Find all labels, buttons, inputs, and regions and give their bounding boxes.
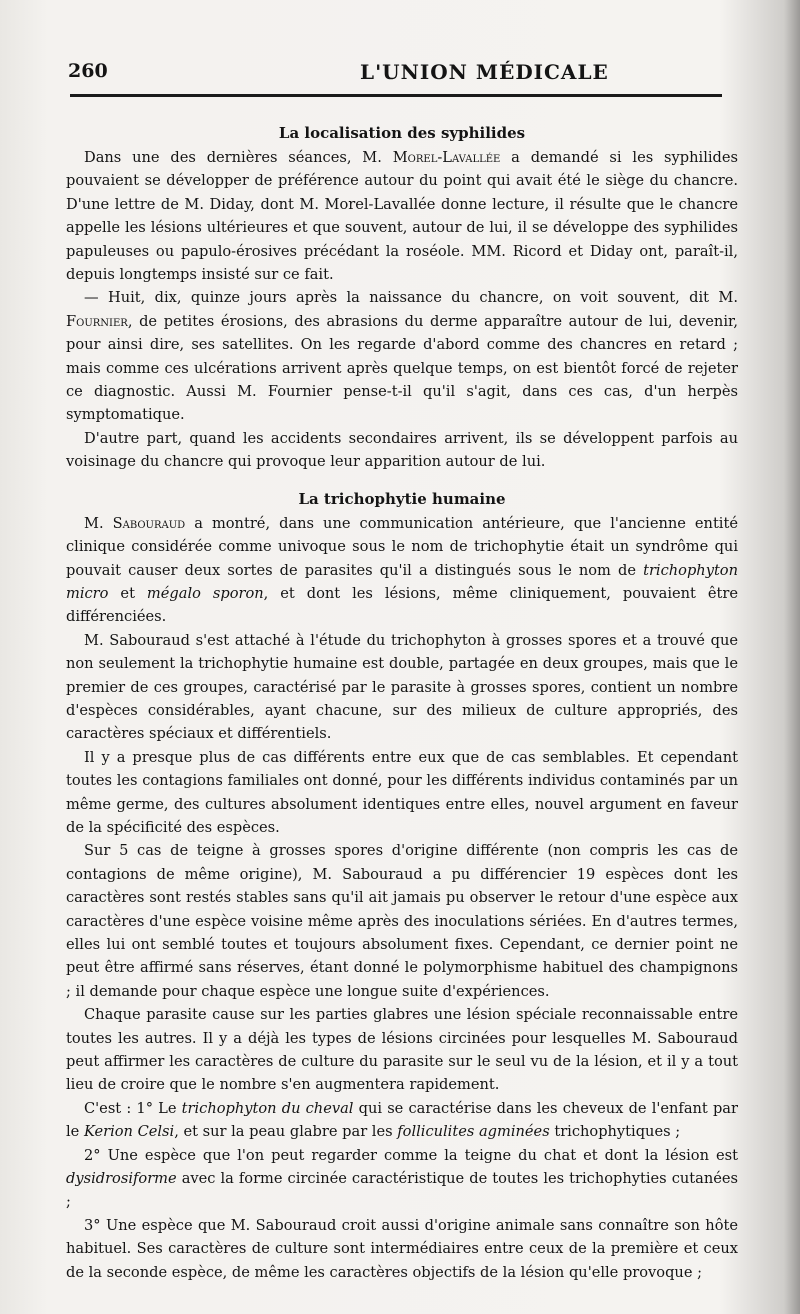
page-header (62, 58, 764, 88)
paragraph: Dans une des dernières séances, M. Morel-Lavallée a demandé si les syphilides pouvaient se développer de préférence autour du point qui avait été le siège du chancre. D'une lettre de M. Diday, dont M. Morel-Lavallée donne lecture, il résulte que le chancre appelle les lésions ultérieures et que souvent, autour de lui, il se développe des syphilides papuleuses ou papulo-érosives précédant la roséole. MM. Ricord et Diday ont, paraît-il, depuis longtemps insisté sur ce fait. (66, 149, 739, 284)
page-number: 260 (68, 60, 108, 82)
paragraph: C'est : 1° Le trichophyton du cheval qui se caractérise dans les cheveux de l'enfant par le Kerion Celsi, et sur la peau glabre par les folliculites agminées trichophytiques ; (66, 1099, 738, 1141)
paragraph: M. Sabouraud a montré, dans une communication antérieure, que l'ancienne entité clinique considérée comme univoque sous le nom de trichophytie était un syndrôme qui pouvait causer deux sortes de parasites qu'il a distingués sous le nom de trichophyton micro et mégalo sporon, et dont les lésions, même cliniquement, pouvaient être différenciées. (66, 514, 739, 626)
paragraph: — Huit, dix, quinze jours après la naissance du chancre, on voit souvent, dit M. Fournier, de petites érosions, des abrasions du derme apparaître autour de lui, devenir, pour ainsi dire, ses satellites. On les regarde d'abord comme des chancres en retard ; mais comme ces ulcérations arrivent après quelque temps, on est bientôt forcé de rejeter ce diagnostic. Aussi M. Fournier pense-t-il qu'il s'agit, dans ces cas, d'un herpès symptomatique. (66, 289, 738, 424)
article-body (66, 120, 738, 1284)
paragraph: Chaque parasite cause sur les parties glabres une lésion spéciale reconnaissable entre toutes les autres. Il y a déjà les types de lésions circinées pour lesquelles M. Sabouraud peut affirmer les caractères de culture du parasite sur le seul vu de la lésion, et il y a tout lieu de croire que le nombre s'en augmentera rapidement. (66, 1006, 738, 1094)
paragraph: M. Sabouraud s'est attaché à l'étude du trichophyton à grosses spores et a trouvé que non seulement la trichophytie humaine est double, partagée en deux groupes, mais que le premier de ces groupes, caractérisé par le parasite à grosses spores, contient un nombre d'espèces considérables, ayant chacune, sur des milieux de culture appropriés, des caractères spéciaux et différentiels. (66, 631, 738, 743)
section-title-syphilides: La localisation des syphilides (278, 124, 526, 142)
section-title-trichophytie: La trichophytie humaine (298, 489, 506, 508)
paragraph: Sur 5 cas de teigne à grosses spores d'origine différente (non compris les cas de contagions de même origine), M. Sabouraud a pu différencier 19 espèces dont les caractères sont restés stables sans qu'il ait jamais pu observer le retour d'une espèce aux caractères d'une espèce voisine même après des inoculations sériées. En d'autres termes, elles lui ont semblé toutes et toujours absolument fixes. Cependant, ce dernier point ne peut être affirmé sans réserves, étant donné le polymorphisme habituel des champignons ; il demande pour chaque espèce une longue suite d'expériences. (66, 842, 738, 1000)
paragraph: D'autre part, quand les accidents secondaires arrivent, ils se développent parfois au voisinage du chancre qui provoque leur apparition autour de lui. (66, 429, 738, 471)
paragraph: 2° Une espèce que l'on peut regarder comme la teigne du chat et dont la lésion est dysidrosiforme avec la forme circinée caractéristique de toutes les trichophyties cutanées ; (66, 1146, 738, 1211)
running-head: L'UNION MÉDICALE (360, 60, 609, 84)
paragraph: Il y a presque plus de cas différents entre eux que de cas semblables. Et cependant toutes les contagions familiales ont donné, pour les différents individus contaminés par un même germe, des cultures absolument identiques entre elles, nouvel argument en faveur de la spécificité des espèces. (66, 748, 738, 836)
paragraph: 3° Une espèce que M. Sabouraud croit aussi d'origine animale sans connaître son hôte habituel. Ses caractères de culture sont intermédiaires entre ceux de la première et ceux de la seconde espèce, de même les caractères objectifs de la lésion qu'elle provoque ; (66, 1216, 738, 1281)
header-rule (70, 94, 722, 97)
